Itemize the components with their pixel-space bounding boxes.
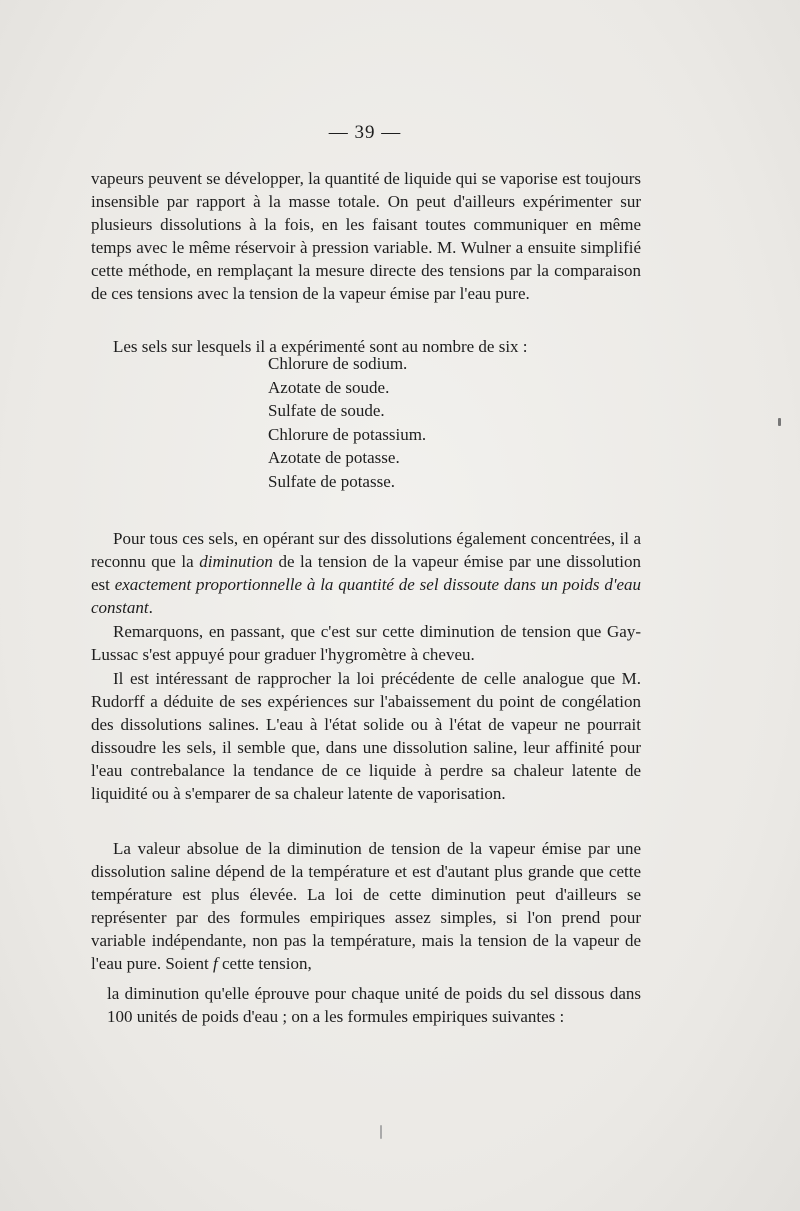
- salt-item: Azotate de potasse.: [268, 448, 400, 467]
- text-run: .: [148, 598, 153, 617]
- page-number: — 39 —: [328, 122, 402, 143]
- salt-list: [268, 352, 426, 493]
- salt-item: Chlorure de potassium.: [268, 424, 427, 444]
- salt-item: Azotate de soude.: [268, 377, 390, 397]
- salt-item: Sulfate de soude.: [268, 401, 385, 420]
- salt-item: Chlorure de sodium.: [268, 354, 408, 373]
- paragraph-absolute-value: [91, 837, 641, 975]
- scan-speck: [778, 418, 781, 426]
- text-run: Pour tous ces sels, en opérant sur des dissolutions également concentrées, il a reconnu que la: [91, 529, 641, 571]
- text-run: cette tension,: [217, 954, 312, 973]
- salt-item: Sulfate de potasse.: [268, 471, 395, 491]
- paragraph-vapor-method: vapeurs peuvent se développer, la quantité de liquide qui se vaporise est toujours insensible par rapport à la masse totale. On peut d'ailleurs expérimenter sur plusieurs dissolutions à la fois, en les faisant toutes communiquer en même temps avec le même réservoir à pression variable. M. Wulner a ensuite simplifié cette méthode, en remplaçant la mesure directe des tensions par la comparaison de ces tensions avec la tension de la vapeur émise par l'eau pure.: [91, 169, 641, 303]
- text-run: La valeur absolue de la diminution de tension de la vapeur émise par une dissolution saline dépend de la température et est d'autant plus grande que cette température est plus élevée. La loi de cette diminution peut d'ailleurs se représenter par des formules empiriques assez simples, si l'on prend pour variable indépendante, non pas la température, mais la tension de la vapeur de l'eau pure. Soient: [91, 839, 641, 973]
- emphasis-law: exactement proportionnelle à la quantité de sel dissoute dans un poids d'eau constant: [91, 575, 642, 617]
- variable-f: f: [213, 954, 218, 973]
- paragraph-proportional-law: [91, 527, 641, 619]
- emphasis-diminution: diminution: [199, 552, 273, 571]
- paragraph-gay-lussac: Remarquons, en passant, que c'est sur cette diminution de tension que Gay-Lussac s'est appuyé pour graduer l'hygromètre à cheveu.: [91, 622, 641, 664]
- scan-speck: [380, 1125, 382, 1139]
- text-run: de la tension de la vapeur émise par une dissolution est: [91, 552, 641, 594]
- paragraph-salts-intro: Les sels sur lesquels il a expérimenté sont au nombre de six :: [113, 337, 528, 356]
- paragraph-rudorff: Il est intéressant de rapprocher la loi précédente de celle analogue que M. Rudorff a déduite de ses expériences sur l'abaissement du point de congélation des dissolutions salines. L'eau à l'état solide ou à l'état de vapeur ne pourrait dissoudre les sels, il semble que, dans une dissolution saline, leur affinité pour l'eau contrebalance la tendance de ce liquide à perdre sa chaleur latente de liquidité ou à s'emparer de sa chaleur latente de vaporisation.: [91, 669, 641, 803]
- paragraph-empirical-formulas: la diminution qu'elle éprouve pour chaque unité de poids du sel dissous dans 100 unités de poids d'eau ; on a les formules empiriques suivantes :: [107, 984, 641, 1026]
